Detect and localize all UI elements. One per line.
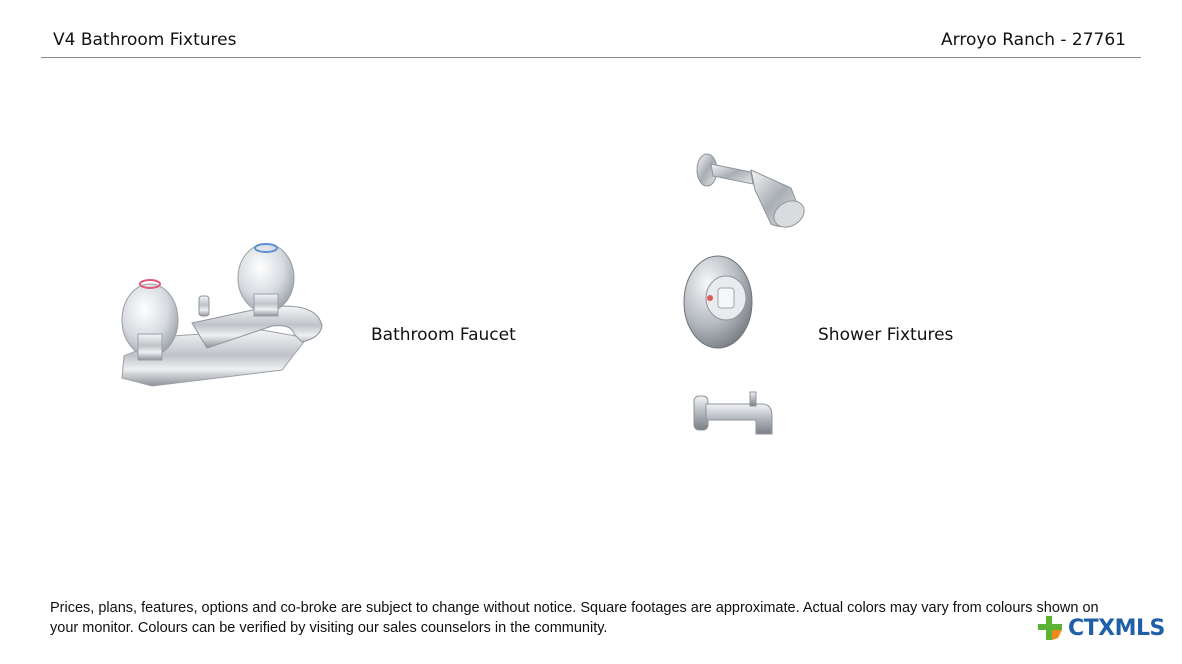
community-name: Arroyo Ranch - 27761	[941, 30, 1126, 50]
page-title: V4 Bathroom Fixtures	[53, 30, 237, 50]
texas-map-icon	[1034, 612, 1066, 644]
shower-valve-trim-image	[682, 254, 758, 352]
tub-spout-image	[692, 390, 778, 440]
bathroom-faucet-label: Bathroom Faucet	[371, 325, 516, 345]
disclaimer-text: Prices, plans, features, options and co-broke are subject to change without notice. Square footages are approximate. Actual colors may vary from colours shown on your monitor. Colours can be verified by visiting our sales counselors in the community.	[50, 600, 1099, 636]
logo-text: CTXMLS	[1068, 615, 1165, 641]
bathroom-faucet-image	[112, 238, 327, 390]
header-divider	[41, 57, 1141, 58]
ctxmls-logo	[1034, 612, 1165, 644]
showerhead-image	[693, 150, 813, 232]
shower-fixtures-label: Shower Fixtures	[818, 325, 954, 345]
